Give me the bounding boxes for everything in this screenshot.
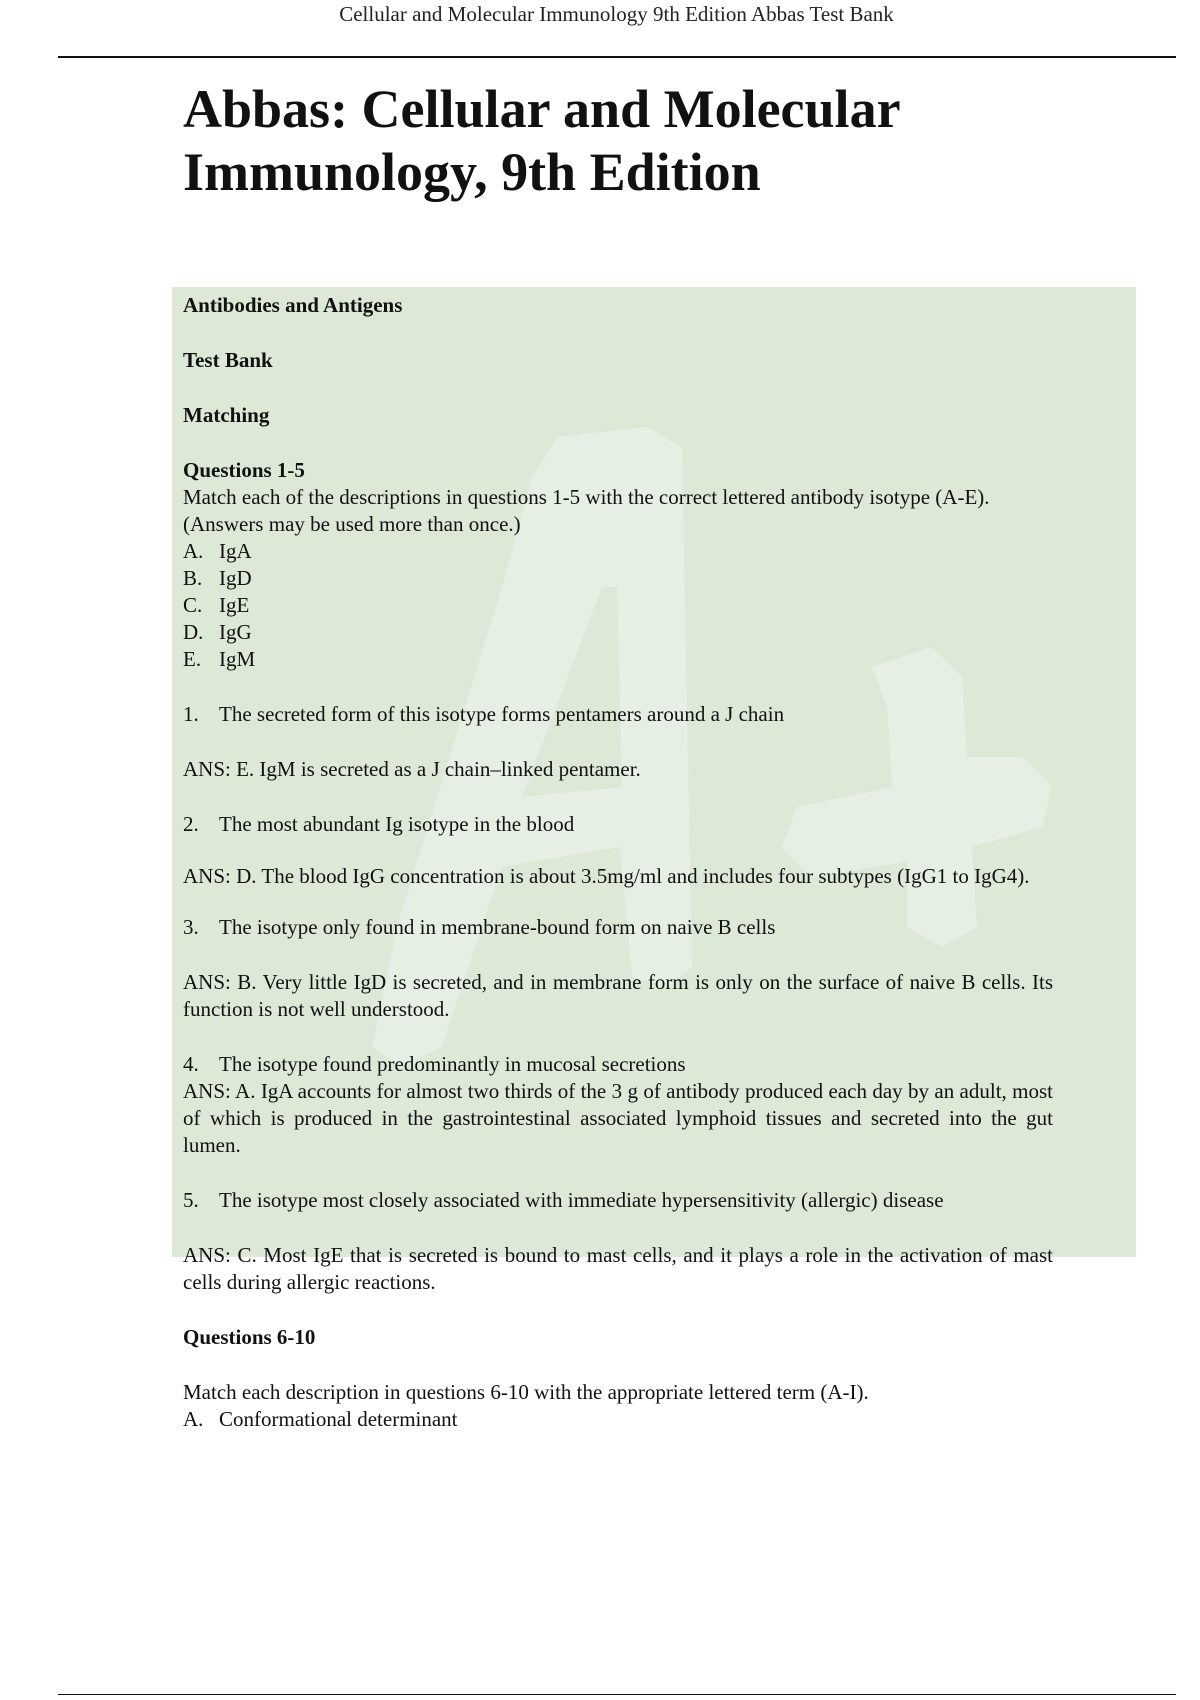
group1-heading: Questions 1-5 [183, 458, 305, 482]
option-item [183, 592, 1053, 619]
document-body [183, 292, 1053, 1433]
option-text: IgA [219, 539, 252, 563]
option-text: Conformational determinant [219, 1407, 458, 1431]
group2-heading: Questions 6-10 [183, 1325, 316, 1349]
answer-text: ANS: D. The blood IgG concentration is about 3.5mg/ml and includes four subtypes (IgG1 to IgG4). [183, 864, 1030, 888]
answer-text: ANS: B. Very little IgD is secreted, and in membrane form is only on the surface of naive B cells. Its function is not well understood. [183, 970, 1053, 1021]
answer-text: ANS: A. IgA accounts for almost two thirds of the 3 g of antibody produced each day by an adult, most of which is produced in the gastrointestinal associated lymphoid tissues and secreted into the gut lumen. [183, 1079, 1053, 1157]
answer-text: ANS: C. Most IgE that is secreted is bound to mast cells, and it plays a role in the activation of mast cells during allergic reactions. [183, 1243, 1053, 1294]
question-item [183, 914, 1053, 941]
option-letter: B. [183, 566, 203, 590]
question-text: The secreted form of this isotype forms pentamers around a J chain [219, 702, 785, 726]
option-item [183, 1406, 1053, 1433]
chapter-heading: Antibodies and Antigens [183, 293, 403, 317]
option-letter: D. [183, 620, 204, 644]
question-text: The isotype found predominantly in mucosal secretions [219, 1052, 686, 1076]
group1-instructions: Match each of the descriptions in questions 1-5 with the correct lettered antibody isotype (A-E). (Answers may be used more than once.) [183, 485, 990, 536]
option-item [183, 538, 1053, 565]
question-number: 1. [183, 702, 199, 726]
option-letter: A. [183, 1407, 204, 1431]
question-text: The isotype most closely associated with immediate hypersensitivity (allergic) disease [219, 1188, 944, 1212]
option-text: IgE [219, 593, 250, 617]
option-item [183, 646, 1053, 673]
question-text: The isotype only found in membrane-bound form on naive B cells [219, 915, 776, 939]
option-text: IgG [219, 620, 252, 644]
option-item [183, 565, 1053, 592]
question-item [183, 701, 1053, 728]
option-item [183, 619, 1053, 646]
running-header: Cellular and Molecular Immunology 9th Edition Abbas Test Bank [339, 2, 894, 26]
question-number: 3. [183, 915, 199, 939]
footer-rule [58, 1694, 1176, 1695]
option-letter: C. [183, 593, 203, 617]
group2-instructions: Match each description in questions 6-10 with the appropriate lettered term (A-I). [183, 1380, 869, 1404]
option-text: IgD [219, 566, 252, 590]
option-letter: A. [183, 539, 204, 563]
header-rule [58, 56, 1176, 58]
question-number: 2. [183, 812, 199, 836]
question-text: The most abundant Ig isotype in the blood [219, 812, 575, 836]
answer-text: ANS: E. IgM is secreted as a J chain–linked pentamer. [183, 757, 641, 781]
option-letter: E. [183, 647, 202, 671]
section-heading: Test Bank [183, 348, 273, 372]
question-item [183, 1187, 1053, 1214]
option-text: IgM [219, 647, 256, 671]
question-number: 5. [183, 1188, 199, 1212]
question-item [183, 811, 1053, 838]
question-type-heading: Matching [183, 403, 270, 427]
page-title: Abbas: Cellular and Molecular Immunology, 9th Edition [183, 79, 900, 202]
question-number: 4. [183, 1052, 199, 1076]
question-item [183, 1051, 1053, 1078]
